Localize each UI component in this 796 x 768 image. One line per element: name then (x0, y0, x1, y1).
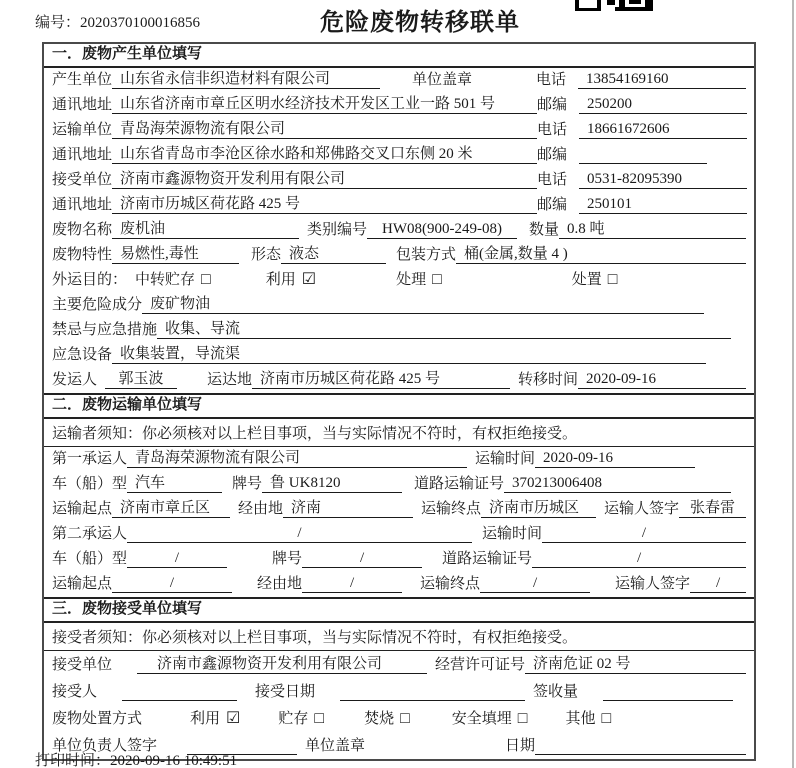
receiver-phone-group (537, 168, 747, 189)
shipper-label: 发运人 (52, 372, 98, 388)
row-route2 (44, 572, 754, 597)
plate1-value: 鲁 UK8120 (262, 471, 402, 493)
checkbox-transit-storage: □ (201, 271, 211, 288)
transporter-phone-label: 电话 (537, 122, 568, 138)
producer-phone-value: 13854169160 (578, 71, 746, 89)
waste-name-label: 废物名称 (52, 222, 113, 238)
receiver-phone-label: 电话 (537, 172, 568, 188)
row-transporter-unit (44, 118, 754, 143)
emergency-equipment-value: 收集装置，导流渠 (112, 342, 706, 364)
row-receiver-unit (44, 168, 754, 193)
page-edge-divider (792, 0, 794, 768)
plate2-label: 牌号 (272, 551, 303, 567)
destination-value: 济南市历城区荷花路 425 号 (252, 367, 510, 389)
disposal-option-incinerate: 焚烧 □ (364, 710, 410, 727)
disposal-option-landfill: 安全填埋 □ (451, 710, 528, 727)
row-accepting-unit (44, 651, 754, 678)
transporter-address-label: 通讯地址 (52, 147, 113, 163)
checkbox-disposal-utilize: ☑ (226, 710, 241, 727)
vehicle-type1-value: 汽车 (127, 471, 222, 493)
transport-time2-label: 运输时间 (482, 526, 543, 542)
first-carrier-value: 青岛海荣源物流有限公司 (127, 446, 467, 468)
destination-label: 运达地 (207, 372, 253, 388)
category-code-value: HW08(900-249-08) (367, 221, 517, 239)
transporter-notice: 运输者须知：你必须核对以上栏目事项，当与实际情况不符时，有权拒绝接受。 (44, 419, 754, 447)
serial-label: 编号： (35, 15, 81, 31)
transporter-unit-label: 运输单位 (52, 122, 113, 138)
row-acceptor (44, 678, 754, 705)
route1-via-value: 济南 (283, 496, 413, 518)
license-value: 济南危证 02 号 (525, 652, 746, 674)
row-route1 (44, 497, 754, 522)
producer-unit-label: 产生单位 (52, 72, 113, 88)
row-vehicle1 (44, 472, 754, 497)
accept-date-label: 接受日期 (255, 684, 316, 700)
receiver-unit-value: 济南市鑫源物资开发利用有限公司 (112, 167, 537, 189)
sign-date-value (535, 754, 746, 755)
receiver-zip-group (537, 193, 747, 214)
hazard-components-label: 主要危险成分 (52, 297, 143, 313)
producer-unit-value: 山东省永信非织造材料有限公司 (112, 67, 380, 89)
route2-sign-label: 运输人签字 (615, 576, 691, 592)
receiver-address-label: 通讯地址 (52, 197, 113, 213)
second-carrier-label: 第二承运人 (52, 526, 128, 542)
checkbox-disposal-landfill: □ (517, 710, 528, 727)
accepting-unit-label: 接受单位 (52, 657, 113, 673)
purpose-option-treat: 处理 □ (396, 271, 442, 288)
row-producer-unit (44, 68, 754, 93)
row-hazard-components (44, 293, 754, 318)
road-permit1-label: 道路运输证号 (414, 476, 505, 492)
section3-header: 三．废物接受单位填写 (44, 597, 754, 623)
road-permit2-label: 道路运输证号 (442, 551, 533, 567)
row-waste-traits (44, 243, 754, 268)
row-disposal-method (44, 705, 754, 732)
received-qty-label: 签收量 (533, 684, 579, 700)
checkbox-treat: □ (432, 271, 442, 288)
hazard-components-value: 废矿物油 (142, 292, 704, 314)
received-qty-value (603, 700, 733, 701)
shipper-value: 郭玉波 (105, 367, 177, 389)
checkbox-disposal-storage: □ (314, 710, 325, 727)
emergency-measures-value: 收集、导流 (157, 317, 731, 339)
section1-header: 一．废物产生单位填写 (44, 44, 754, 68)
form-value: 液态 (281, 242, 386, 264)
transporter-zip-group (537, 143, 747, 164)
row-shipper (44, 368, 754, 393)
row-transfer-purpose (44, 268, 754, 293)
route1-end-label: 运输终点 (421, 501, 482, 517)
section2-header: 二．废物运输单位填写 (44, 393, 754, 419)
row-emergency-measures (44, 318, 754, 343)
quantity-value: 0.8 吨 (559, 217, 746, 239)
route1-end-value: 济南市历城区 (481, 496, 596, 518)
purpose-option-utilize: 利用 ☑ (265, 271, 317, 288)
route2-end-value: / (480, 575, 590, 593)
serial-number (35, 11, 200, 32)
acceptor-value (122, 700, 237, 701)
receiver-zip-value: 250101 (579, 196, 747, 214)
row-first-carrier (44, 447, 754, 472)
route1-via-label: 经由地 (238, 501, 284, 517)
packing-label: 包装方式 (396, 247, 457, 263)
print-time (35, 749, 237, 768)
producer-zip-value: 250200 (579, 96, 747, 114)
sign-date-label: 日期 (505, 738, 536, 754)
vehicle-type1-label: 车（船）型 (52, 476, 128, 492)
transfer-time-value: 2020-09-16 (578, 371, 746, 389)
transporter-zip-value (579, 163, 707, 164)
purpose-option-transit-storage: 中转贮存 □ (135, 271, 211, 288)
emergency-equipment-label: 应急设备 (52, 347, 113, 363)
checkbox-disposal-incinerate: □ (400, 710, 410, 727)
route2-via-label: 经由地 (257, 576, 303, 592)
transport-time1-label: 运输时间 (475, 451, 536, 467)
unit-seal2-label: 单位盖章 (305, 738, 366, 754)
row-producer-address (44, 93, 754, 118)
quantity-label: 数量 (529, 222, 560, 238)
route2-end-label: 运输终点 (420, 576, 481, 592)
transporter-unit-value: 青岛海荣源物流有限公司 (112, 117, 537, 139)
vehicle-type2-value: / (127, 550, 227, 568)
row-vehicle2 (44, 547, 754, 572)
page-title: 危险废物转移联单 (320, 10, 520, 36)
first-carrier-label: 第一承运人 (52, 451, 128, 467)
accept-date-value (340, 700, 525, 701)
producer-zip-label: 邮编 (537, 97, 568, 113)
route2-start-label: 运输起点 (52, 576, 113, 592)
disposal-option-utilize: 利用 ☑ (190, 710, 241, 727)
receiver-address-value: 济南市历城区荷花路 425 号 (112, 192, 537, 214)
emergency-measures-label: 禁忌与应急措施 (52, 322, 158, 338)
route2-via-value: / (302, 575, 402, 593)
accepting-unit-value: 济南市鑫源物资开发利用有限公司 (137, 652, 427, 674)
checkbox-disposal-other: □ (601, 710, 612, 727)
qr-code-icon (575, 0, 655, 11)
disposal-option-storage: 贮存 □ (278, 710, 325, 727)
plate2-value: / (302, 550, 422, 568)
receiver-phone-value: 0531-82095390 (579, 171, 747, 189)
unit-seal-label: 单位盖章 (412, 72, 473, 88)
transfer-time-label: 转移时间 (518, 372, 579, 388)
second-carrier-value: / (127, 525, 472, 543)
route2-start-value: / (112, 575, 232, 593)
packing-value: 桶(金属,数量 4 ) (456, 242, 746, 264)
transporter-phone-group (537, 118, 747, 139)
transport-time1-value: 2020-09-16 (535, 450, 695, 468)
row-second-carrier (44, 522, 754, 547)
transporter-zip-label: 邮编 (537, 147, 568, 163)
waste-name-value: 废机油 (112, 217, 299, 239)
receiver-notice: 接受者须知：你必须核对以上栏目事项，当与实际情况不符时，有权拒绝接受。 (44, 623, 754, 651)
producer-zip-group (537, 93, 747, 114)
serial-value: 2020370100016856 (80, 15, 201, 31)
producer-phone-label: 电话 (536, 72, 567, 88)
transporter-phone-value: 18661672606 (579, 121, 747, 139)
producer-address-value: 山东省济南市章丘区明水经济技术开发区工业一路 501 号 (112, 92, 537, 114)
print-time-value: 2020-09-16 10:49:51 (110, 753, 238, 768)
waste-traits-value: 易燃性,毒性 (112, 242, 239, 264)
disposal-method-label: 废物处置方式 (52, 711, 143, 727)
disposal-option-other: 其他 □ (565, 710, 612, 727)
vehicle-type2-label: 车（船）型 (52, 551, 128, 567)
route2-sign-value: / (690, 575, 746, 593)
row-waste-name (44, 218, 754, 243)
transfer-purpose-label: 外运目的： (52, 272, 128, 288)
route1-sign-label: 运输人签字 (604, 501, 680, 517)
producer-phone-group (536, 68, 746, 89)
road-permit2-value: / (532, 550, 746, 568)
category-code-label: 类别编号 (307, 222, 368, 238)
transport-time2-value: / (542, 525, 746, 543)
receiver-zip-label: 邮编 (537, 197, 568, 213)
checkbox-dispose: □ (607, 271, 618, 288)
plate1-label: 牌号 (232, 476, 263, 492)
waste-traits-label: 废物特性 (52, 247, 113, 263)
acceptor-label: 接受人 (52, 684, 98, 700)
row-transporter-address (44, 143, 754, 168)
producer-address-label: 通讯地址 (52, 97, 113, 113)
route1-start-label: 运输起点 (52, 501, 113, 517)
hazardous-waste-transfer-form (42, 42, 756, 761)
transporter-address-value: 山东省青岛市李沧区徐水路和郑佛路交叉口东侧 20 米 (112, 142, 537, 164)
route1-sign-value: 张春雷 (679, 496, 746, 518)
print-time-label: 打印时间： (35, 753, 111, 768)
checkbox-utilize: ☑ (301, 271, 317, 288)
license-label: 经营许可证号 (435, 657, 526, 673)
row-receiver-address (44, 193, 754, 218)
route1-start-value: 济南市章丘区 (112, 496, 230, 518)
receiver-unit-label: 接受单位 (52, 172, 113, 188)
responsible-signature-label: 单位负责人签字 (52, 738, 158, 754)
purpose-option-dispose: 处置 □ (571, 271, 618, 288)
row-emergency-equipment (44, 343, 754, 368)
road-permit1-value: 370213006408 (504, 475, 731, 493)
form-label: 形态 (251, 247, 282, 263)
